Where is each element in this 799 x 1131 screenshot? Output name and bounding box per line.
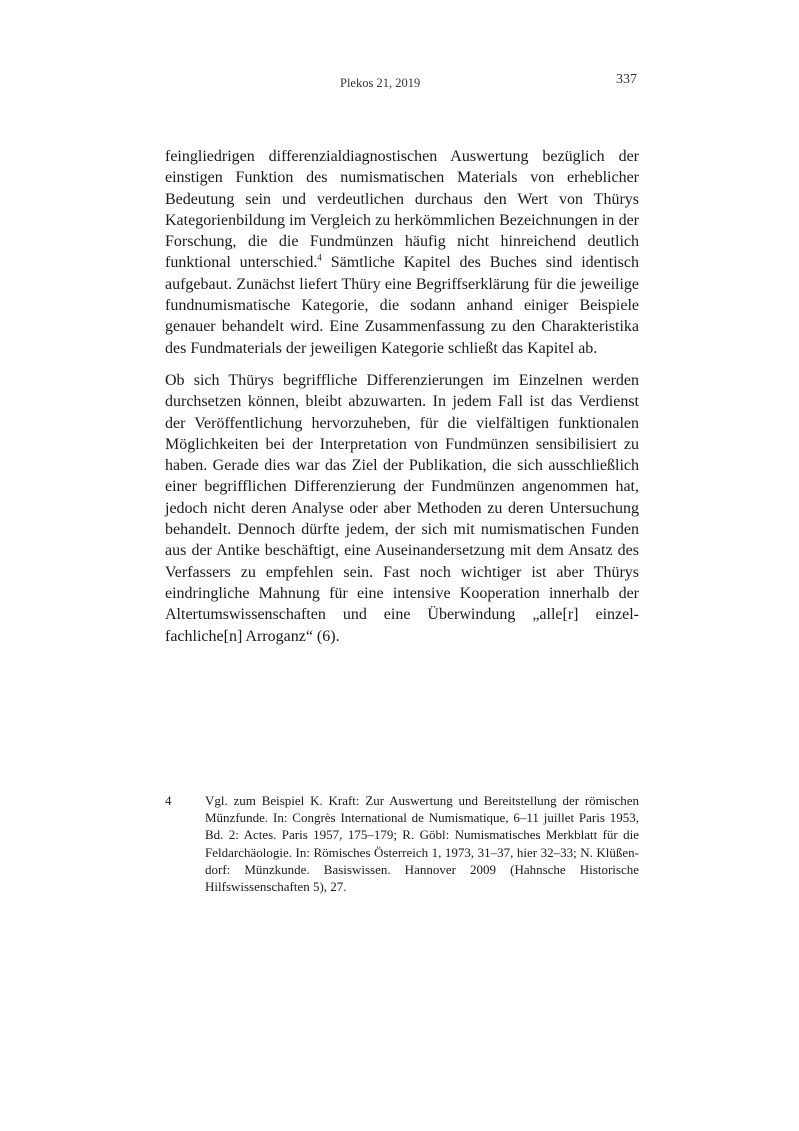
paragraph-1	[165, 146, 639, 359]
footnote-text: Vgl. zum Beispiel K. Kraft: Zur Auswertung und Bereitstellung der römischen Münzfunde. In: Congrès International de Numismatique, 6–11 juillet Paris 1953, Bd. 2: Actes. Paris 1957, 175–179; R. Göbl: Numismatisches Merkblatt für die Feldarchäologie. In: Römisches Österreich 1, 1973, 31–37, hier 32–33; N. Klüßendorf: Münzkunde. Basiswissen. Hannover 2009 (Hahnsche Historische Hilfswissenschaften 5), 27.	[205, 793, 639, 895]
paragraph-1-text-a: feingliedrigen differenzialdiagnostischen Auswertung bezüglich der einstigen Funktion des numismatischen Materials von erheblicher Bedeutung sein und verdeutlichen durchaus den Wert von Thürys Kategorienbildung im Vergleich zu herkömmlichen Bezeichnungen in der Forschung, die die Fundmünzen häufig nicht hinreichend deutlich funktional unterschied.	[165, 148, 639, 272]
paragraph-2: Ob sich Thürys begriffliche Differenzierungen im Einzelnen werden durchsetzen können, bleibt abzuwarten. In jedem Fall ist das Verdienst der Veröffentlichung hervorzuheben, für die vielfältigen funktionalen Möglichkeiten bei der Interpretation von Fundmünzen sensibilisiert zu haben. Gerade dies war das Ziel der Publikation, die sich ausschließlich einer begrifflichen Differenzierung der Fundmünzen angenommen hat, jedoch nicht deren Analyse oder aber Methoden zu deren Untersuchung behandelt. Dennoch dürfte jedem, der sich mit numismatischen Funden aus der Antike beschäftigt, eine Auseinandersetzung mit dem Ansatz des Verfassers zu empfehlen sein. Fast noch wichtiger ist aber Thürys eindringliche Mahnung für eine intensive Kooperation innerhalb der Altertumswissenschaften und eine Überwindung „alle[r] einzel-fachliche[n] Arroganz“ (6).	[165, 371, 639, 645]
footnote-reference: 4	[317, 253, 322, 264]
main-text	[165, 146, 639, 647]
footnote-number: 4	[165, 793, 172, 808]
running-header-journal: Plekos 21, 2019	[340, 76, 421, 90]
footnote	[165, 792, 639, 895]
page-number: 337	[616, 72, 637, 87]
paragraph-1-text-b: Sämtliche Kapitel des Buches sind identisch aufgebaut. Zunächst liefert Thüry eine Begriffserklärung für die jeweilige fundnumismatische Kategorie, die sodann anhand einiger Beispiele genauer behandelt wird. Eine Zusammenfassung zu den Charakteristika des Fundmaterials der jeweiligen Kategorie schließt das Kapitel ab.	[165, 254, 640, 357]
